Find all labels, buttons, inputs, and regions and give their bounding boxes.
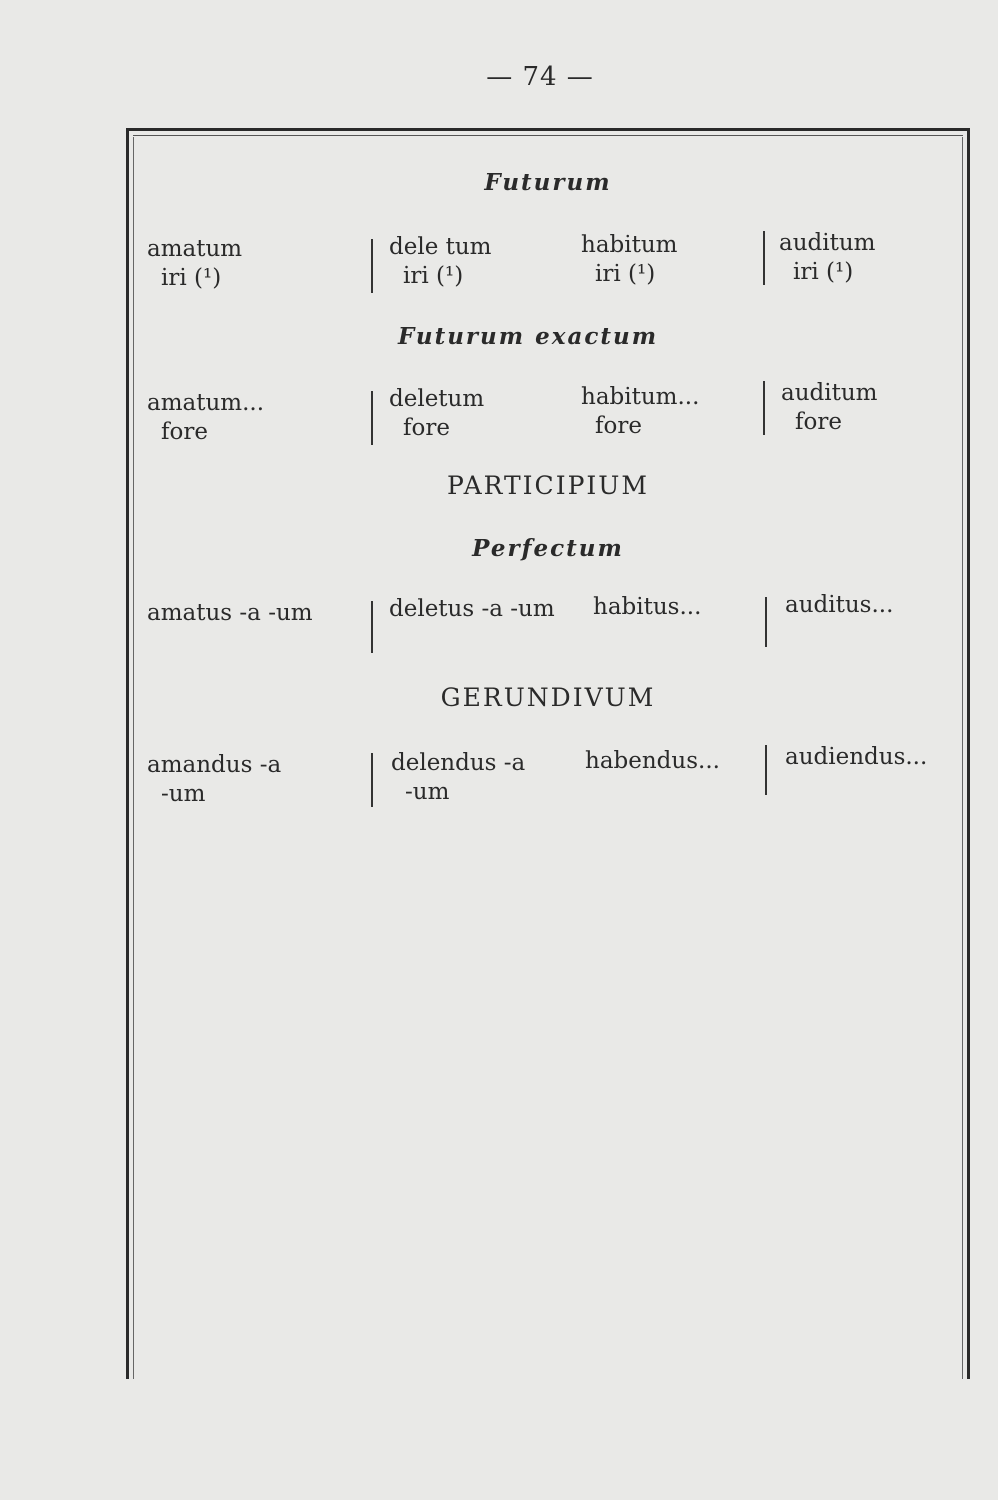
heading-futurum: Futurum xyxy=(484,169,612,196)
futurum-exactum-col3 xyxy=(581,383,699,441)
perfectum-col1: amatus -a -um xyxy=(147,600,313,626)
heading-participium: PARTICIPIUM xyxy=(447,471,649,500)
futurum-col1-line1: amatum xyxy=(147,236,243,262)
futurum-exactum-col2-line2: fore xyxy=(403,415,450,441)
futurum-col2 xyxy=(389,233,491,291)
futurum-col2-line2: iri (¹) xyxy=(403,263,464,289)
gerundivum-col4: audiendus... xyxy=(785,744,928,770)
futurum-exactum-col4-line1: auditum xyxy=(781,380,878,406)
divider xyxy=(763,381,765,435)
heading-futurum-exactum: Futurum exactum xyxy=(397,323,659,350)
divider xyxy=(763,231,765,285)
perfectum-col3: habitus... xyxy=(593,594,702,620)
futurum-exactum-col4 xyxy=(781,379,877,437)
futurum-exactum-col3-line2: fore xyxy=(595,413,642,439)
perfectum-col4: auditus... xyxy=(785,592,894,618)
futurum-exactum-col1 xyxy=(147,389,264,447)
gerundivum-col1-line2: -um xyxy=(161,781,206,807)
futurum-exactum-col3-line1: habitum... xyxy=(581,384,700,410)
gerundivum-col1-line1: amandus -a xyxy=(147,752,282,778)
gerundivum-col2-line2: -um xyxy=(405,779,450,805)
futurum-exactum-col1-line1: amatum... xyxy=(147,390,265,416)
futurum-exactum-col4-line2: fore xyxy=(795,409,842,435)
gerundivum-col1 xyxy=(147,751,281,809)
futurum-col2-line1: dele tum xyxy=(389,234,492,260)
futurum-col4-line1: auditum xyxy=(779,230,876,256)
divider xyxy=(371,239,373,293)
futurum-col4-line2: iri (¹) xyxy=(793,259,854,285)
perfectum-col2: deletus -a -um xyxy=(389,596,555,622)
gerundivum-col3: habendus... xyxy=(585,748,720,774)
futurum-col3-line1: habitum xyxy=(581,232,678,258)
divider xyxy=(371,601,373,653)
futurum-col3 xyxy=(581,231,677,289)
divider xyxy=(371,753,373,807)
futurum-exactum-col1-line2: fore xyxy=(161,419,208,445)
heading-gerundivum: GERUNDIVUM xyxy=(440,683,656,712)
divider xyxy=(765,745,767,795)
futurum-col4 xyxy=(779,229,875,287)
gerundivum-col2-line1: delendus -a xyxy=(391,750,526,776)
heading-perfectum: Perfectum xyxy=(472,535,624,562)
conjugation-table-frame xyxy=(126,128,970,1379)
divider xyxy=(765,597,767,647)
gerundivum-col2 xyxy=(391,749,525,807)
futurum-exactum-col2-line1: deletum xyxy=(389,386,485,412)
futurum-col1-line2: iri (¹) xyxy=(161,265,222,291)
page-number: — 74 — xyxy=(486,62,594,92)
futurum-col3-line2: iri (¹) xyxy=(595,261,656,287)
futurum-exactum-col2 xyxy=(389,385,484,443)
futurum-col1 xyxy=(147,235,242,293)
divider xyxy=(371,391,373,445)
